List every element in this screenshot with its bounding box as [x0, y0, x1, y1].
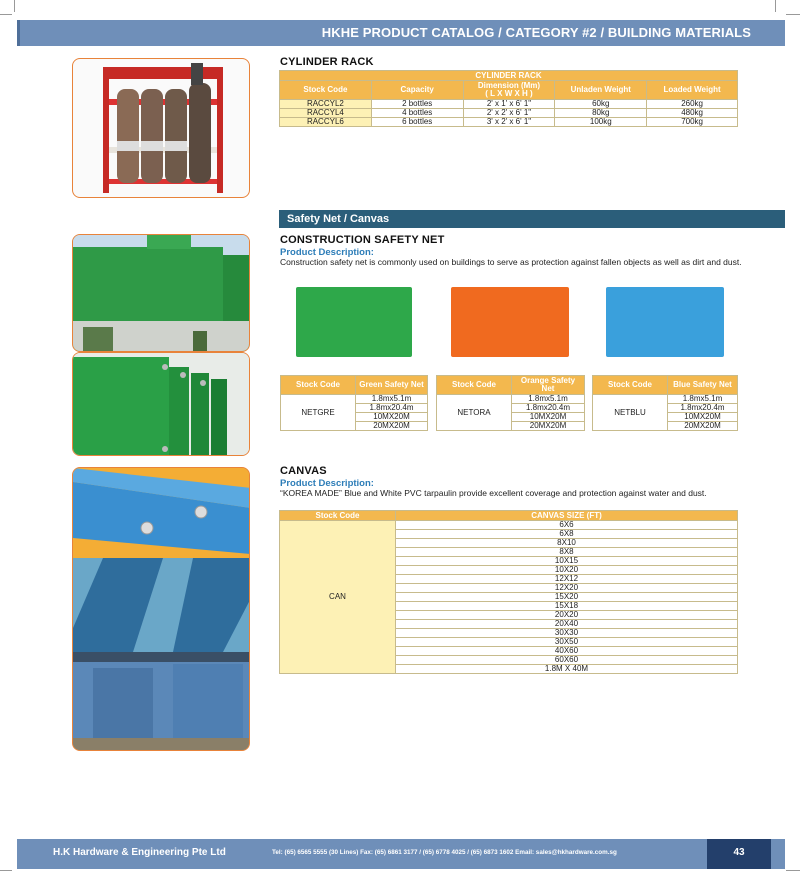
- canvas-desc-heading: Product Description:: [280, 478, 374, 489]
- col-orange-safety-net: Orange Safety Net: [512, 376, 585, 395]
- unladen-weight-cell: 100kg: [555, 118, 647, 127]
- footer-band: [17, 839, 785, 869]
- page-number-box: [707, 839, 771, 869]
- dimension-cell: 3' x 2' x 6' 1": [463, 118, 555, 127]
- crop-mark: [0, 14, 12, 15]
- capacity-cell: 6 bottles: [371, 118, 463, 127]
- size-cell: 6X6: [396, 521, 738, 530]
- table-row: [280, 118, 738, 127]
- canvas-tarp-photo: [72, 467, 250, 751]
- col-stock-code: Stock Code: [593, 376, 668, 395]
- blue-net-table: [592, 375, 738, 431]
- stock-code-cell: NETBLU: [593, 395, 668, 431]
- size-cell: 12X12: [396, 575, 738, 584]
- size-cell: 10MX20M: [512, 413, 585, 422]
- canvas-size-table: [279, 510, 738, 674]
- size-cell: 15X20: [396, 593, 738, 602]
- section-bar-label: Safety Net / Canvas: [287, 213, 390, 225]
- canvas-illustration: [73, 468, 250, 751]
- orange-net-swatch: [451, 287, 569, 357]
- size-cell: 1.8mx5.1m: [356, 395, 428, 404]
- capacity-cell: 2 bottles: [371, 100, 463, 109]
- blue-net-swatch: [606, 287, 724, 357]
- col-stock-code: Stock Code: [280, 511, 396, 521]
- dimension-cell: 2' x 2' x 6' 1": [463, 109, 555, 118]
- col-capacity: Capacity: [371, 81, 463, 100]
- crop-mark: [786, 870, 800, 871]
- size-cell: 10X15: [396, 557, 738, 566]
- size-cell: 15X18: [396, 602, 738, 611]
- loaded-weight-cell: 700kg: [647, 118, 738, 127]
- loaded-weight-cell: 260kg: [647, 100, 738, 109]
- stock-code-cell: RACCYL6: [280, 118, 372, 127]
- size-cell: 10MX20M: [668, 413, 738, 422]
- stock-code-cell: CAN: [280, 521, 396, 674]
- size-cell: 30X30: [396, 629, 738, 638]
- size-cell: 1.8mx20.4m: [668, 404, 738, 413]
- company-name: H.K Hardware & Engineering Pte Ltd: [53, 847, 226, 858]
- building-net-illustration: [73, 235, 250, 352]
- capacity-cell: 4 bottles: [371, 109, 463, 118]
- safety-net-heading: CONSTRUCTION SAFETY NET: [280, 234, 445, 246]
- col-dimension: Dimension (Mm) ( L X W X H ): [463, 81, 555, 100]
- stock-code-cell: NETORA: [437, 395, 512, 431]
- header-band: [17, 20, 785, 46]
- size-cell: 40X60: [396, 647, 738, 656]
- contact-info: Tel: (65) 6565 5555 (30 Lines) Fax: (65) 6861 3177 / (65) 6778 4025 / (65) 6873 1602 Email: sales@hkhardware.com.sg: [272, 849, 617, 856]
- crop-mark: [775, 0, 776, 12]
- size-cell: 1.8mx20.4m: [356, 404, 428, 413]
- section-bar: [279, 210, 785, 228]
- size-cell: 60X60: [396, 656, 738, 665]
- size-cell: 8X10: [396, 539, 738, 548]
- col-stock-code: Stock Code: [437, 376, 512, 395]
- size-cell: 8X8: [396, 548, 738, 557]
- green-net-table: [280, 375, 428, 431]
- page-number: 43: [733, 847, 745, 858]
- net-closeup-illustration: [73, 353, 250, 456]
- dimension-cell: 2' x 1' x 6' 1": [463, 100, 555, 109]
- orange-net-table: [436, 375, 585, 431]
- safety-net-closeup-photo: [72, 352, 250, 456]
- col-unladen-weight: Unladen Weight: [555, 81, 647, 100]
- size-cell: 20MX20M: [668, 422, 738, 431]
- col-green-safety-net: Green Safety Net: [356, 376, 428, 395]
- unladen-weight-cell: 80kg: [555, 109, 647, 118]
- unladen-weight-cell: 60kg: [555, 100, 647, 109]
- page-title: HKHE PRODUCT CATALOG / CATEGORY #2 / BUILDING MATERIALS: [321, 25, 751, 40]
- size-cell: 6X8: [396, 530, 738, 539]
- size-cell: 10MX20M: [356, 413, 428, 422]
- size-cell: 30X50: [396, 638, 738, 647]
- col-blue-safety-net: Blue Safety Net: [668, 376, 738, 395]
- stock-code-cell: NETGRE: [281, 395, 356, 431]
- cylinder-rack-table: [279, 70, 738, 127]
- table-row: [280, 521, 738, 530]
- green-net-swatch: [296, 287, 412, 357]
- size-cell: 20X20: [396, 611, 738, 620]
- cylinder-rack-photo: [72, 58, 250, 198]
- canvas-description: “KOREA MADE” Blue and White PVC tarpaulin provide excellent coverage and protection against water and dust.: [280, 488, 707, 498]
- stock-code-cell: RACCYL2: [280, 100, 372, 109]
- size-cell: 1.8mx20.4m: [512, 404, 585, 413]
- size-cell: 1.8M X 40M: [396, 665, 738, 674]
- size-cell: 12X20: [396, 584, 738, 593]
- crop-mark: [14, 0, 15, 12]
- crop-mark: [0, 870, 12, 871]
- safety-net-building-photo: [72, 234, 250, 352]
- cylinder-rack-illustration: [73, 59, 250, 198]
- size-cell: 20MX20M: [512, 422, 585, 431]
- size-cell: 20MX20M: [356, 422, 428, 431]
- loaded-weight-cell: 480kg: [647, 109, 738, 118]
- size-cell: 1.8mx5.1m: [668, 395, 738, 404]
- crop-mark: [786, 14, 800, 15]
- stock-code-cell: RACCYL4: [280, 109, 372, 118]
- size-cell: 10X20: [396, 566, 738, 575]
- size-cell: 20X40: [396, 620, 738, 629]
- cylinder-table-caption: CYLINDER RACK: [280, 71, 738, 81]
- col-stock-code: Stock Code: [280, 81, 372, 100]
- col-stock-code: Stock Code: [281, 376, 356, 395]
- header-tick: [17, 20, 20, 46]
- size-cell: 1.8mx5.1m: [512, 395, 585, 404]
- cylinder-rack-heading: CYLINDER RACK: [280, 56, 374, 68]
- safety-net-desc-heading: Product Description:: [280, 247, 374, 258]
- col-loaded-weight: Loaded Weight: [647, 81, 738, 100]
- col-canvas-size: CANVAS SIZE (FT): [396, 511, 738, 521]
- safety-net-description: Construction safety net is commonly used on buildings to serve as protection against fallen objects as well as dirt and dust.: [280, 257, 742, 267]
- canvas-heading: CANVAS: [280, 465, 327, 477]
